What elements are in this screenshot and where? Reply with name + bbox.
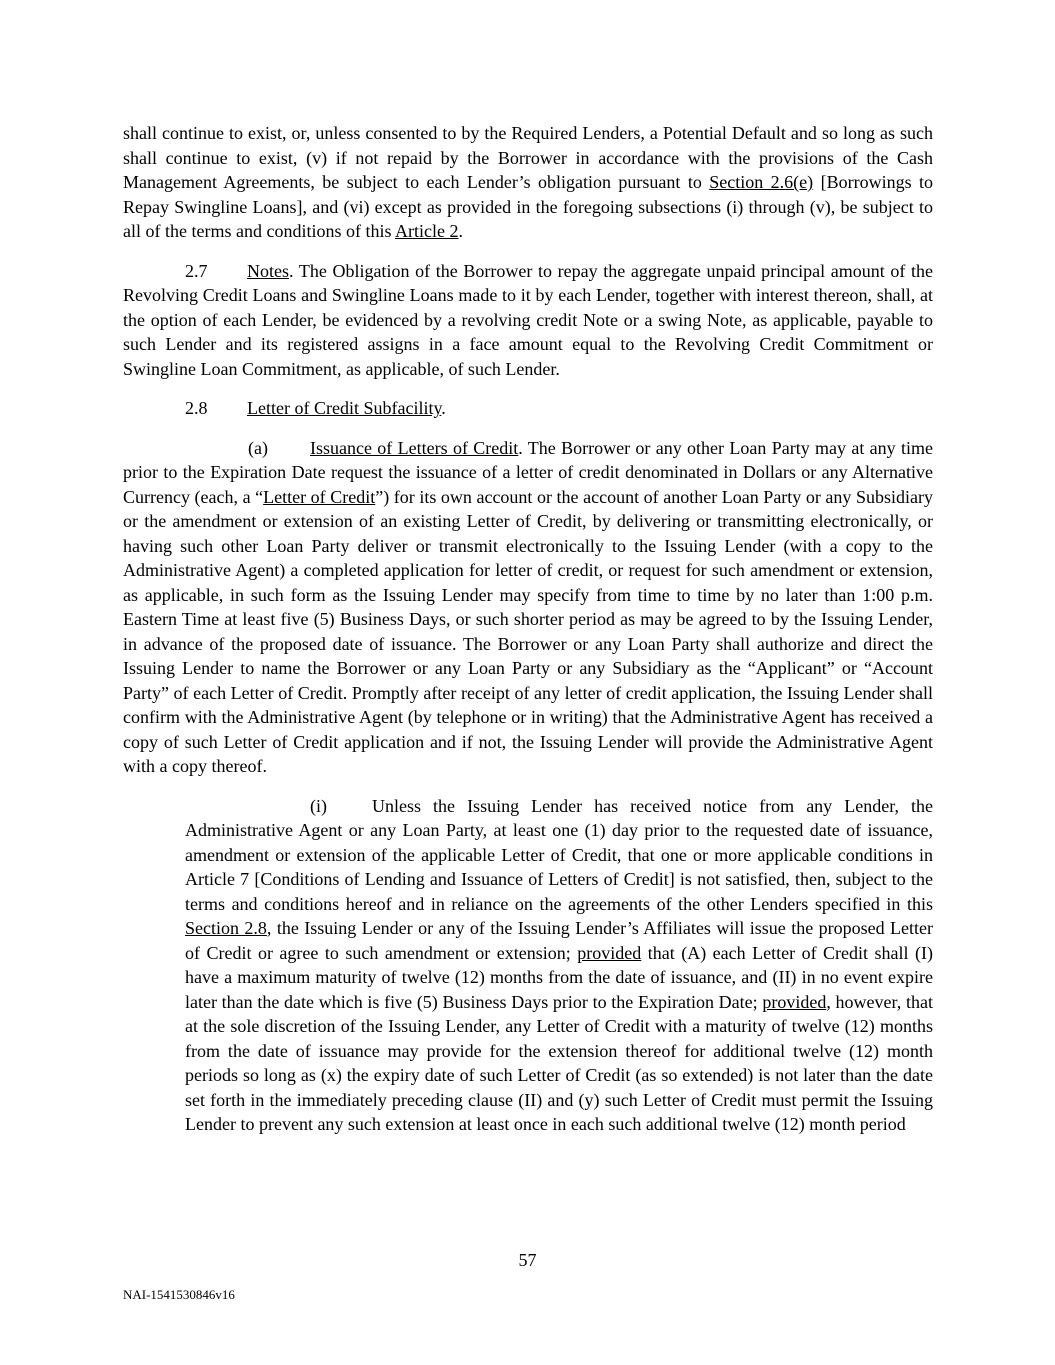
text-run: . — [441, 398, 446, 418]
para-subsection-a — [123, 436, 933, 779]
text-run: , the Issuing Lender or any of the Issuing Lender’s Affiliates will issue the proposed Letter of Credit or agree to such amendment or extension; — [185, 918, 933, 963]
document-id-footer: NAI-1541530846v16 — [123, 1287, 235, 1302]
underlined-text-run: Article 2 — [394, 221, 459, 241]
para-clause-i — [185, 794, 933, 1137]
paragraph-label: (a) — [248, 437, 268, 458]
underlined-text-run: Notes — [247, 260, 289, 281]
para-continuation — [123, 121, 933, 244]
underlined-text-run: Issuance of Letters of Credit — [310, 437, 519, 458]
underlined-text-run: Section 2.6(e) — [709, 172, 814, 192]
document-body — [123, 121, 933, 1152]
underlined-text-run: Letter of Credit Subfacility — [247, 398, 442, 418]
paragraph-label: 2.8 — [185, 398, 208, 418]
text-run: , however, that at the sole discretion of the Issuing Lender, any Letter of Credit with a maturity of twelve (12) months from the date of issuance may provide for the extension thereof for additional twelve (12) month periods so long as (x) the expiry date of such Letter of Credit (as so extended) is not later than the date set forth in the immediately preceding clause (II) and (y) such Letter of Credit must permit the Issuing Lender to prevent any such extension at least once in each such additional twelve (12) month period — [185, 991, 933, 1134]
text-run: ”) for its own account or the account of another Loan Party or any Subsidiary or the amendment or extension of an existing Letter of Credit, by delivering or transmitting electronically, or having such other Loan Party deliver or transmit electronically to the Issuing Lender (with a copy to the Administrative Agent) a completed application for letter of credit, or request for such amendment or extension, as applicable, in such form as the Issuing Lender may specify from time to time by no later than 1:00 p.m. Eastern Time at least five (5) Business Days, or such shorter period as may be agreed to by the Issuing Lender, in advance of the proposed date of issuance. The Borrower or any Loan Party shall authorize and direct the Issuing Lender to name the Borrower or any Loan Party or any Subsidiary as the “Applicant” or “Account Party” of each Letter of Credit. Promptly after receipt of any letter of credit application, the Issuing Lender shall confirm with the Administrative Agent (by telephone or in writing) that the Administrative Agent has received a copy of such Letter of Credit application and if not, the Issuing Lender will provide the Administrative Agent with a copy thereof. — [123, 486, 933, 776]
text-run: shall continue to exist, or, unless consented to by the Required Lenders, a Potential Default and so long as such shall continue to exist, (v) if not repaid by the Borrower in accordance with the provisions of the Cash Management Agreements, be subject to each Lender’s obligation pursuant to — [123, 123, 933, 192]
text-run: that (A) each Letter of Credit shall (I) have a maximum maturity of twelve (12) months from the date of issuance, and (II) in no event expire later than the date which is five (5) Business Days prior to the Expiration Date; — [185, 942, 933, 1012]
text-run: Unless the Issuing Lender has received notice from any Lender, the Administrative Agent or any Loan Party, at least one (1) day prior to the requested date of issuance, amendment or extension of the applicable Letter of Credit, that one or more applicable conditions in Article 7 [Conditions of Lending and Issuance of Letters of Credit] is not satisfied, then, subject to the terms and conditions hereof and in reliance on the agreements of the other Lenders specified in this — [185, 795, 933, 914]
text-run: . — [458, 221, 463, 241]
underlined-text-run: Letter of Credit — [263, 486, 376, 507]
text-run: . The Borrower or any other Loan Party may at any time prior to the Expiration Date request the issuance of a letter of credit denominated in Dollars or any Alternative Currency (each, a “ — [123, 437, 933, 507]
underlined-text-run: provided — [762, 991, 827, 1012]
underlined-text-run: Section 2.8 — [185, 918, 267, 938]
paragraph-label: (i) — [310, 795, 327, 816]
page-number: 57 — [518, 1250, 537, 1270]
text-run: . The Obligation of the Borrower to repay the aggregate unpaid principal amount of the Revolving Credit Loans and Swingline Loans made to it by each Lender, together with interest thereon, shall, at the option of each Lender, be evidenced by a revolving credit Note or a swing Note, as applicable, payable to such Lender and its registered assigns in a face amount equal to the Revolving Credit Commitment or Swingline Loan Commitment, as applicable, of such Lender. — [123, 260, 933, 379]
para-section-2-7 — [123, 259, 933, 382]
paragraph-label: 2.7 — [185, 260, 208, 281]
para-section-2-8 — [123, 396, 933, 421]
text-run: [Borrowings to Repay Swingline Loans], and (vi) except as provided in the foregoing subsections (i) through (v), be subject to all of the terms and conditions of this — [123, 172, 933, 241]
underlined-text-run: provided — [577, 942, 642, 963]
